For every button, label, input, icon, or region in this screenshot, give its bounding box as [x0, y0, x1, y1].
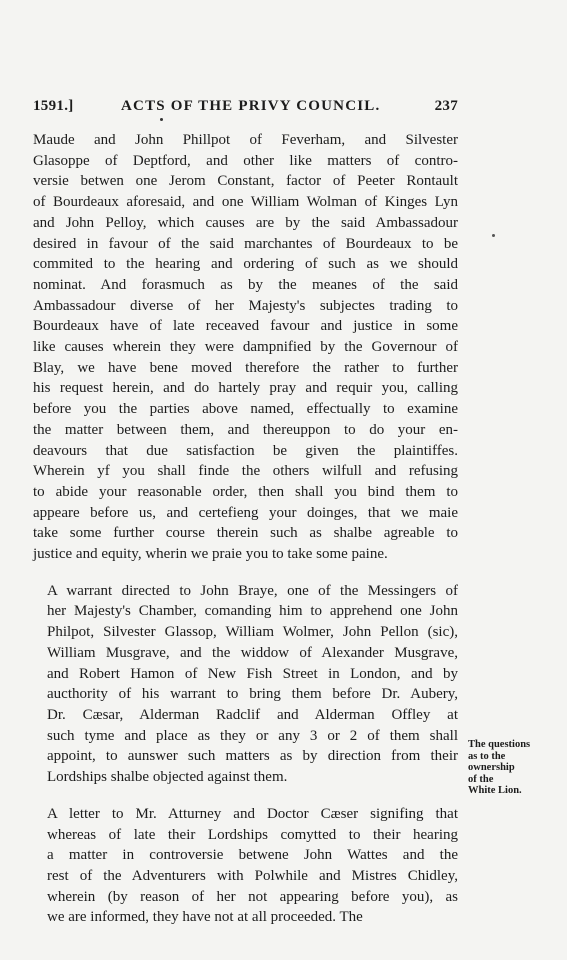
text-line: A warrant directed to John Braye, one of the Messingers of: [47, 582, 458, 599]
text-line: her Majesty's Chamber, comanding him to apprehend one John: [47, 603, 458, 620]
ink-speck: [492, 234, 495, 237]
text-line: William Musgrave, and the widdow of Alexander Musgrave,: [47, 644, 458, 661]
text-line: Dr. Cæsar, Alderman Radclif and Alderman Offley at: [47, 706, 458, 723]
text-line: justice and equity, wherin we praie you to take some paine.: [33, 546, 388, 563]
text-line: such tyme and place as they or any 3 or 2 of them shall: [47, 727, 458, 744]
body-text: [33, 130, 458, 928]
text-line: take some further course therein such as shalbe agreable to: [33, 525, 458, 542]
text-line: deavours that due satisfaction be given the plaintiffes.: [33, 442, 458, 459]
text-line: before you the parties above named, effectually to examine: [33, 401, 458, 418]
text-line: his request herein, and do hartely pray and requir you, calling: [33, 380, 458, 397]
text-line: like causes wherein they were dampnified by the Governour of: [33, 339, 458, 356]
text-line: wherein (by reason of her not appearing before you), as: [47, 888, 458, 905]
text-line: a matter in controversie betwene John Wattes and the: [47, 847, 458, 864]
text-line: Blay, we have bene moved therefore the rather to further: [33, 359, 458, 376]
text-line: appeare before us, and certefieng your doinges, that we maie: [33, 504, 458, 521]
text-line: Lordships shalbe objected against them.: [47, 769, 288, 786]
text-line: appoint, to aunswer such matters as by direction from their: [47, 748, 458, 765]
header-year: 1591.]: [33, 98, 74, 114]
paragraph-warrant: [33, 581, 458, 788]
marginal-note-line: The questions: [468, 739, 531, 750]
text-line: Philpot, Silvester Glassop, William Wolmer, John Pellon (sic),: [47, 624, 458, 641]
text-line: we are informed, they have not at all proceeded. The: [47, 909, 363, 926]
text-line: versie betwen one Jerom Constant, factor of Peeter Rontault: [33, 173, 458, 190]
text-line: Ambassadour diverse of her Majesty's subjectes trading to: [33, 297, 458, 314]
text-line: Bourdeaux have of late receaved favour and justice in some: [33, 318, 458, 335]
paragraph-letter-continued: [33, 130, 458, 565]
marginal-note-line: ownership: [468, 762, 515, 773]
text-line: rest of the Adventurers with Polwhile and Mistres Chidley,: [47, 867, 458, 884]
page-number: 237: [434, 98, 458, 114]
text-line: of Bourdeaux aforesaid, and one William Wolman of Kinges Lyn: [33, 194, 458, 211]
marginal-note-line: as to the: [468, 750, 506, 762]
text-line: aucthority of his warrant to bring them before Dr. Aubery,: [47, 686, 458, 703]
text-line: desired in favour of the said marchantes of Bourdeaux to be: [33, 235, 458, 252]
text-line: A letter to Mr. Atturney and Doctor Cæser signifing that: [47, 805, 458, 822]
paragraph-letter-attorney: [33, 804, 458, 928]
ink-speck: [160, 118, 163, 121]
text-line: and Robert Hamon of New Fish Street in London, and by: [47, 665, 458, 682]
text-line: Wherein yf you shall finde the others wilfull and refusing: [33, 463, 458, 480]
text-line: to abide your reasonable order, then shall you bind them to: [33, 483, 458, 500]
marginal-note-line: of the: [468, 773, 494, 785]
marginal-note-line: White Lion.: [468, 785, 522, 796]
text-line: the matter between them, and thereuppon to do your en-: [33, 421, 458, 438]
text-line: whereas of late their Lordships comytted to their hearing: [47, 826, 458, 843]
text-line: Maude and John Phillpot of Feverham, and Silvester: [33, 132, 458, 148]
text-line: and John Pelloy, which causes are by the said Ambassadour: [33, 214, 458, 231]
text-line: Glasoppe of Deptford, and other like matters of contro-: [33, 152, 458, 169]
header-title: ACTS OF THE PRIVY COUNCIL.: [121, 98, 381, 114]
text-line: nominat. And forasmuch as by the meanes of the said: [33, 276, 458, 293]
marginal-note: [468, 739, 560, 797]
text-line: commited to the hearing and ordering of such as we should: [33, 256, 458, 273]
